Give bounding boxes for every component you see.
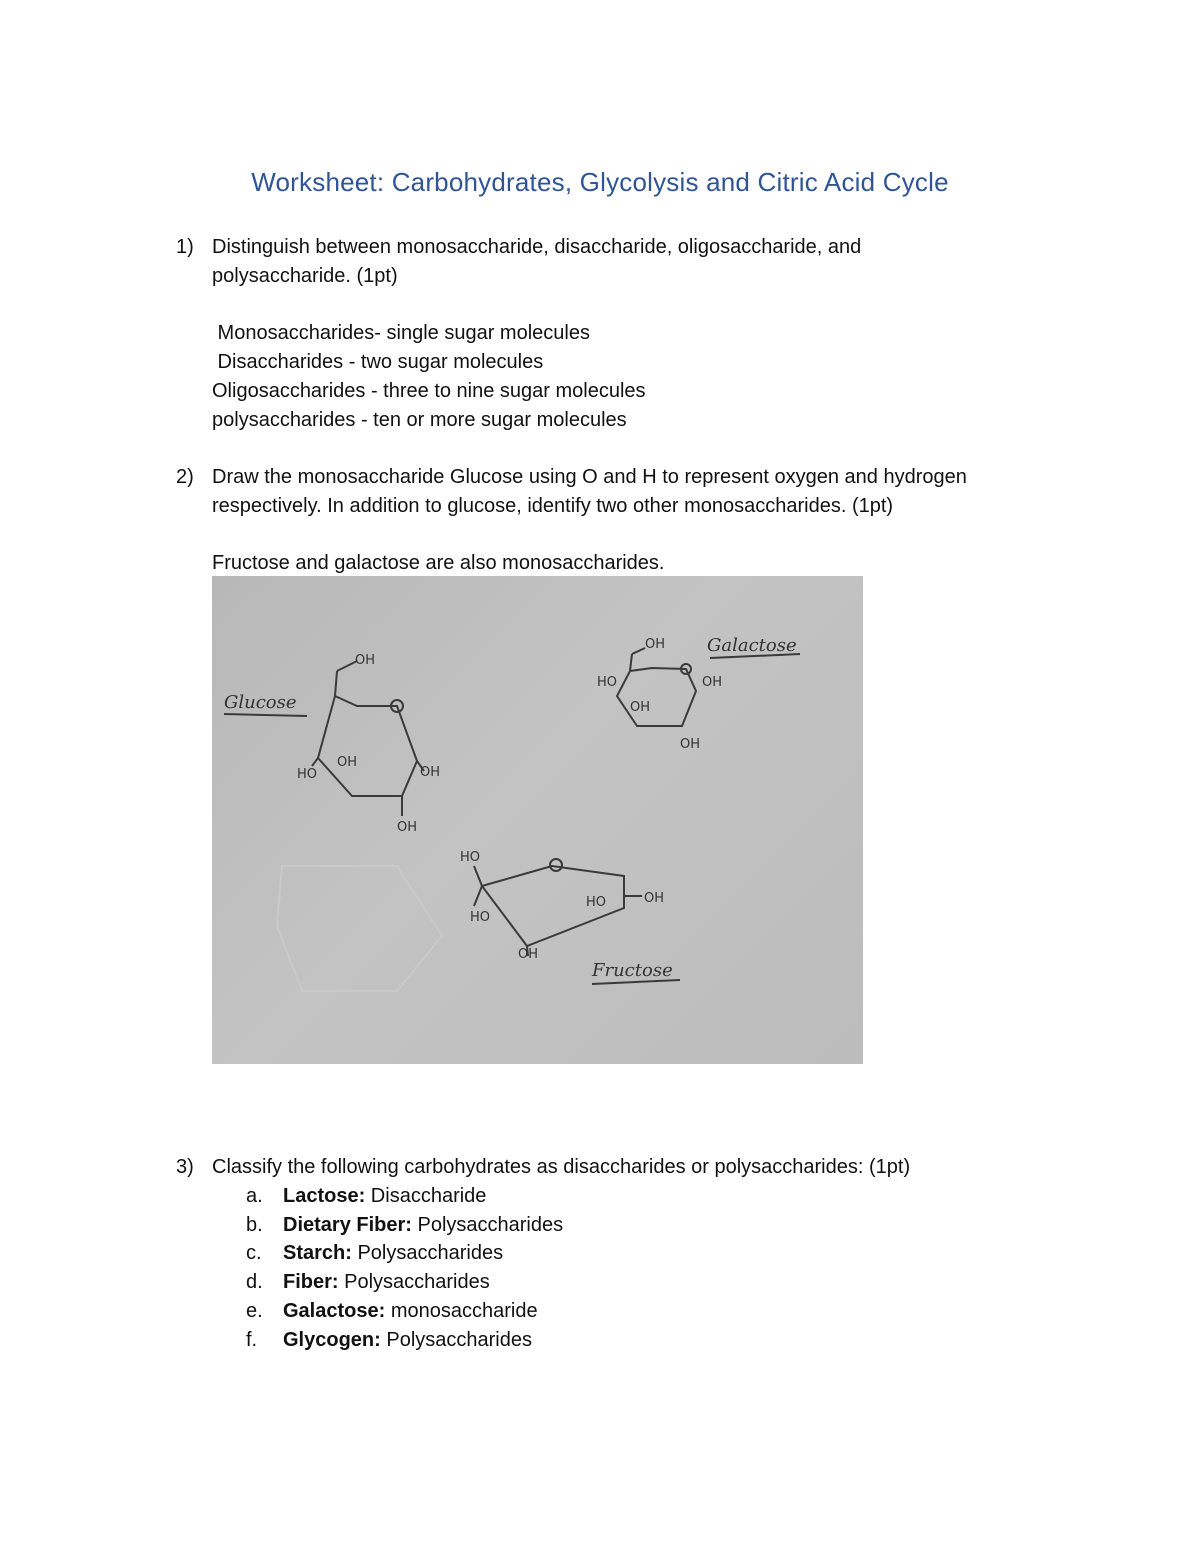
list-item xyxy=(246,1297,538,1326)
fructose-ho-inner: HO xyxy=(586,895,607,910)
list-item-letter: e. xyxy=(246,1300,263,1322)
question-1-answer-2: Disaccharides - two sugar molecules xyxy=(212,351,544,373)
question-2-answer: Fructose and galactose are also monosaccharides. xyxy=(212,552,665,574)
fructose-label: Fructose xyxy=(592,960,673,981)
question-2-line-2: respectively. In addition to glucose, identify two other monosaccharides. (1pt) xyxy=(212,495,894,517)
question-1-answer-4: polysaccharides - ten or more sugar molecules xyxy=(212,409,627,431)
list-item-term: Fiber: xyxy=(283,1271,339,1293)
fructose-oh-bottom: OH xyxy=(518,947,539,962)
question-1-line-1: Distinguish between monosaccharide, disaccharide, oligosaccharide, and xyxy=(212,236,862,258)
list-item-answer: Polysaccharides xyxy=(338,1271,490,1293)
question-3-number: 3) xyxy=(176,1156,194,1178)
list-item-letter: a. xyxy=(246,1185,263,1207)
list-item-term: Galactose: xyxy=(283,1300,386,1322)
list-item-letter: b. xyxy=(246,1214,263,1236)
list-item-answer: monosaccharide xyxy=(385,1300,538,1322)
question-2-number: 2) xyxy=(176,466,194,488)
galactose-oh-bottom: OH xyxy=(680,737,701,752)
question-1-number: 1) xyxy=(176,236,194,258)
galactose-oh-top: OH xyxy=(645,637,666,652)
galactose-oh-right: OH xyxy=(702,675,723,690)
list-item xyxy=(246,1326,532,1355)
list-item-term: Lactose: xyxy=(283,1185,366,1207)
list-item-answer: Polysaccharides xyxy=(380,1329,532,1351)
glucose-ho-left: HO xyxy=(297,767,318,782)
fructose-ho-bottom: HO xyxy=(470,910,491,925)
list-item xyxy=(246,1211,563,1240)
glucose-oh-right: OH xyxy=(420,765,441,780)
fructose-ho-top: HO xyxy=(460,850,481,865)
list-item-letter: d. xyxy=(246,1271,263,1293)
list-item-term: Glycogen: xyxy=(283,1329,381,1351)
galactose-label: Galactose xyxy=(707,635,797,656)
list-item-answer: Polysaccharides xyxy=(351,1242,504,1264)
list-item-term: Dietary Fiber: xyxy=(283,1214,412,1236)
list-item-letter: f. xyxy=(246,1329,258,1351)
glucose-oh-inner: OH xyxy=(337,755,358,770)
question-3-text: Classify the following carbohydrates as disaccharides or polysaccharides: (1pt) xyxy=(212,1156,911,1178)
list-item xyxy=(246,1239,503,1268)
glucose-label: Glucose xyxy=(224,692,297,713)
list-item-letter: c. xyxy=(246,1242,262,1264)
list-item-answer: Polysaccharides xyxy=(411,1214,564,1236)
galactose-ho-left: HO xyxy=(597,675,618,690)
fructose-structure xyxy=(474,859,642,956)
structures-photo xyxy=(212,576,863,1064)
structures-drawing xyxy=(212,576,863,1064)
fructose-oh-right: OH xyxy=(644,891,665,906)
galactose-oh-inner: OH xyxy=(630,700,651,715)
question-1-answer-3: Oligosaccharides - three to nine sugar molecules xyxy=(212,380,646,402)
list-item xyxy=(246,1268,490,1297)
glucose-oh-bottom: OH xyxy=(397,820,418,835)
question-1-line-2: polysaccharide. (1pt) xyxy=(212,265,398,287)
list-item-term: Starch: xyxy=(283,1242,352,1264)
question-2-line-1: Draw the monosaccharide Glucose using O and H to represent oxygen and hydrogen xyxy=(212,466,967,488)
list-item-answer: Disaccharide xyxy=(365,1185,487,1207)
glucose-oh-top: OH xyxy=(355,653,376,668)
list-item xyxy=(246,1182,486,1211)
page-title: Worksheet: Carbohydrates, Glycolysis and Citric Acid Cycle xyxy=(251,167,949,197)
galactose-structure xyxy=(617,648,696,726)
question-1-answer-1: Monosaccharides- single sugar molecules xyxy=(212,322,590,344)
glucose-structure xyxy=(312,661,424,816)
